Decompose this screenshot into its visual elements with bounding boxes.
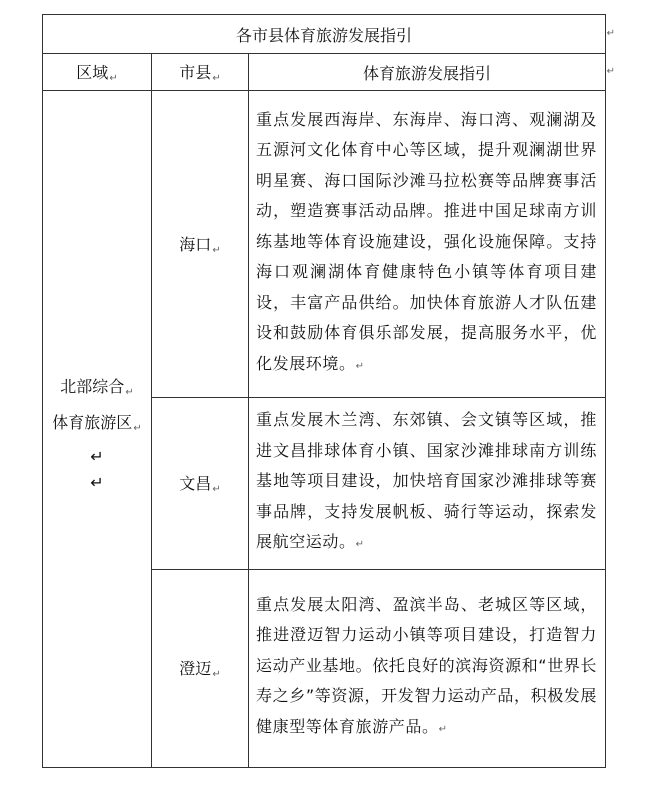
paragraph-mark: ↵ xyxy=(133,422,142,434)
table-header-row xyxy=(43,54,606,91)
guide-cell xyxy=(249,91,606,398)
paragraph-mark: ↵ xyxy=(606,66,616,77)
paragraph-mark: ↵ xyxy=(355,360,365,372)
table-title-row xyxy=(43,15,606,54)
header-region: 区域 xyxy=(76,63,109,82)
paragraph-mark: ↵ xyxy=(212,245,221,256)
paragraph-mark: ↵ xyxy=(212,484,221,496)
empty-paragraph-mark: ↵ xyxy=(90,472,104,492)
empty-paragraph-mark: ↵ xyxy=(90,446,104,466)
header-city: 市县 xyxy=(179,63,212,82)
region-name-line2: 体育旅游区 xyxy=(52,412,133,432)
paragraph-mark: ↵ xyxy=(212,73,221,84)
table-title: 各市县体育旅游发展指引 xyxy=(236,25,413,45)
city-name: 海口 xyxy=(179,235,212,254)
paragraph-mark: ↵ xyxy=(606,28,616,39)
city-cell xyxy=(152,91,249,398)
paragraph-mark: ↵ xyxy=(125,386,134,398)
paragraph-mark: ↵ xyxy=(438,723,448,735)
paragraph-mark: ↵ xyxy=(109,73,118,84)
guide-text: 重点发展太阳湾、盈滨半岛、老城区等区域，推进澄迈智力运动小镇等项目建设，打造智力运动产业基地。依托良好的滨海资源和“世界长寿之乡”等资源，开发智力运动产品，积极发展健康型等体育旅游产品。 xyxy=(256,594,598,736)
paragraph-mark: ↵ xyxy=(212,669,221,680)
guide-text: 重点发展木兰湾、东郊镇、会文镇等区域，推进文昌排球体育小镇、国家沙滩排球南方训练基地等项目建设，加快培育国家沙滩排球等赛事品牌，支持发展帆板、骑行等运动，探索发展航空运动。 xyxy=(256,410,598,551)
paragraph-mark: ↵ xyxy=(355,539,365,550)
guide-cell xyxy=(249,398,606,570)
guide-cell xyxy=(249,569,606,767)
header-guide: 体育旅游发展指引 xyxy=(363,63,492,83)
table-row xyxy=(43,91,606,398)
city-name: 澄迈 xyxy=(179,659,212,678)
header-city-cell xyxy=(152,54,249,91)
header-guide-cell xyxy=(249,54,616,91)
table-title-cell xyxy=(43,15,616,54)
city-name: 文昌 xyxy=(179,474,212,494)
header-region-cell xyxy=(43,54,152,91)
region-cell xyxy=(43,91,152,768)
sports-tourism-guide-table xyxy=(42,14,616,768)
guide-text: 重点发展西海岸、东海岸、海口湾、观澜湖及五源河文化体育中心等区域，提升观澜湖世界明星赛、海口国际沙滩马拉松赛等品牌赛事活动，塑造赛事活动品牌。推进中国足球南方训练基地等体育设施建设，强化设施保障。支持海口观澜湖体育健康特色小镇等体育项目建设，丰富产品供给。加快体育旅游人才队伍建设和鼓励体育俱乐部发展，提高服务水平，优化发展环境。 xyxy=(256,109,598,373)
city-cell xyxy=(152,398,249,570)
region-name-line1: 北部综合 xyxy=(60,376,125,396)
city-cell xyxy=(152,569,249,767)
